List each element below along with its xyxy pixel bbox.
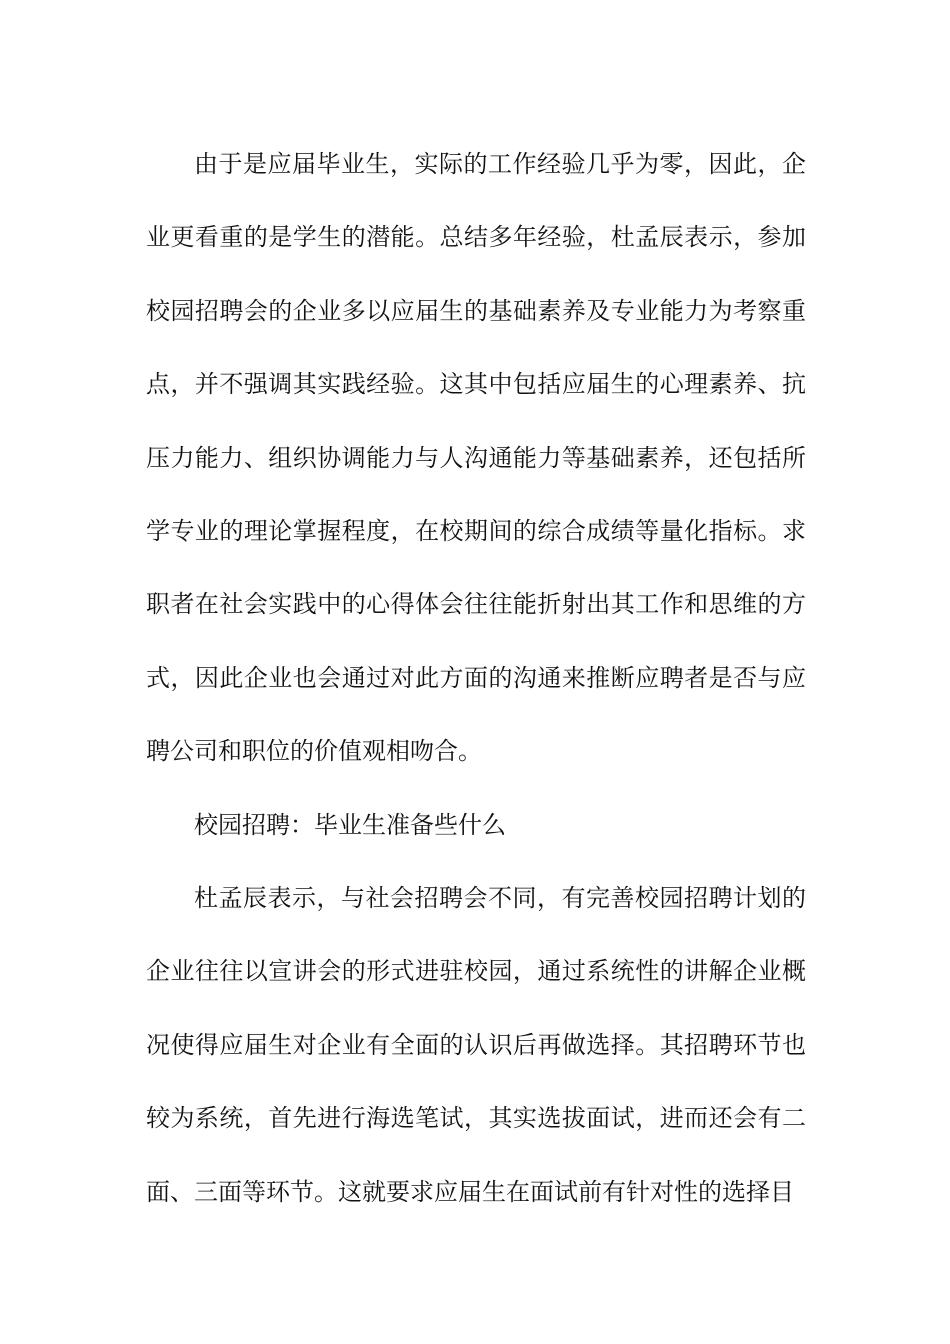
section-heading: 校园招聘：毕业生准备些什么 — [194, 810, 506, 839]
paragraph-campus-recruitment: 杜孟辰表示，与社会招聘会不同，有完善校园招聘计划的企业往往以宣讲会的形式进驻校园，通过系统性的讲解企业概况使得应届生对企业有全面的认识后再做选择。其招聘环节也较为系统，首先进行海选笔试，其实选拔面试，进而还会有二面、三面等环节。这就要求应届生在面试前有针对性的选择目 — [146, 884, 806, 1206]
document-body — [146, 128, 806, 1229]
paragraph-potential: 由于是应届毕业生，实际的工作经验几乎为零，因此，企业更看重的是学生的潜能。总结多年经验，杜孟辰表示，参加校园招聘会的企业多以应届生的基础素养及专业能力为考察重点，并不强调其实践经验。这其中包括应届生的心理素养、抗压力能力、组织协调能力与人沟通能力等基础素养，还包括所学专业的理论掌握程度，在校期间的综合成绩等量化指标。求职者在社会实践中的心得体会往往能折射出其工作和思维的方式，因此企业也会通过对此方面的沟通来推断应聘者是否与应聘公司和职位的价值观相吻合。 — [146, 150, 806, 766]
